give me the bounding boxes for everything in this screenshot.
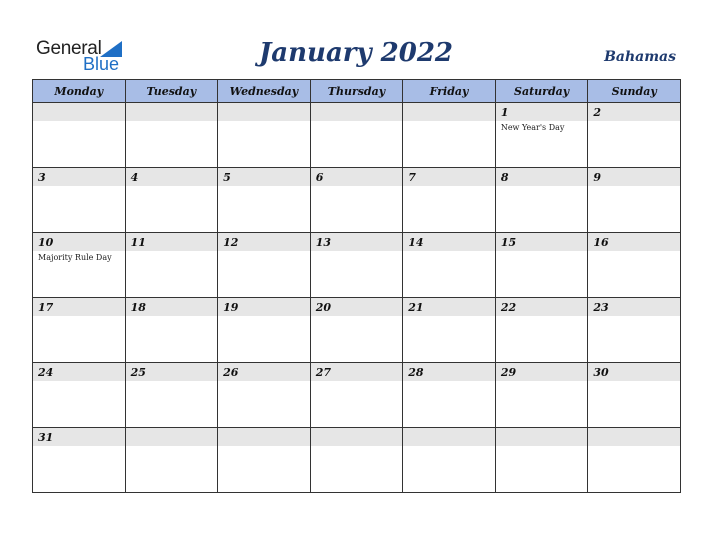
day-cell	[495, 168, 588, 233]
day-number: 28	[408, 366, 424, 379]
day-cell	[403, 103, 496, 168]
week-row	[33, 298, 681, 363]
weekday-header: Sunday	[588, 80, 681, 103]
day-number-band	[403, 233, 495, 251]
day-number: 30	[593, 366, 609, 379]
day-cell	[310, 233, 403, 298]
day-cell	[125, 168, 218, 233]
day-cell	[125, 233, 218, 298]
day-cell	[310, 363, 403, 428]
day-cell	[33, 298, 126, 363]
day-number-band	[311, 103, 403, 121]
day-cell	[125, 298, 218, 363]
week-row	[33, 428, 681, 493]
day-number-band	[311, 298, 403, 316]
day-number-band	[218, 298, 310, 316]
day-number: 25	[130, 366, 146, 379]
week-row	[33, 168, 681, 233]
day-number-band	[311, 233, 403, 251]
day-number-band	[311, 168, 403, 186]
day-number: 7	[408, 171, 416, 184]
day-number-band	[33, 428, 125, 446]
holiday-label: Majority Rule Day	[38, 253, 112, 262]
day-cell	[588, 298, 681, 363]
day-number: 10	[38, 236, 54, 249]
day-number-band	[403, 428, 495, 446]
day-number: 16	[593, 236, 609, 249]
day-number-band	[33, 363, 125, 381]
day-cell	[403, 168, 496, 233]
day-cell	[33, 233, 126, 298]
day-number: 14	[408, 236, 424, 249]
day-number: 5	[223, 171, 231, 184]
day-cell	[403, 298, 496, 363]
day-number: 23	[593, 301, 609, 314]
day-number-band	[126, 298, 218, 316]
day-cell	[310, 168, 403, 233]
day-cell	[310, 298, 403, 363]
day-number-band	[403, 363, 495, 381]
day-number-band	[33, 103, 125, 121]
day-number: 3	[38, 171, 46, 184]
day-number: 2	[593, 106, 602, 119]
day-number-band	[126, 428, 218, 446]
weekday-header: Monday	[33, 80, 126, 103]
day-number-band	[33, 298, 125, 316]
day-number-band	[126, 168, 218, 186]
day-cell	[495, 298, 588, 363]
logo-text-general: General	[36, 38, 102, 59]
day-number-band	[496, 363, 588, 381]
day-number-band	[496, 103, 588, 121]
day-number: 17	[38, 301, 54, 314]
logo-text-blue: Blue	[83, 54, 120, 74]
day-number: 9	[593, 171, 602, 184]
weekday-header: Friday	[403, 80, 496, 103]
day-cell	[495, 428, 588, 493]
day-cell	[33, 363, 126, 428]
day-cell	[403, 363, 496, 428]
day-number-band	[126, 233, 218, 251]
day-cell	[495, 103, 588, 168]
country-label: Bahamas	[604, 49, 676, 65]
day-cell	[588, 363, 681, 428]
weekday-header: Thursday	[310, 80, 403, 103]
weekday-header: Saturday	[495, 80, 588, 103]
day-number: 15	[500, 236, 517, 249]
day-number: 12	[223, 236, 239, 249]
day-number-band	[496, 298, 588, 316]
day-number: 1	[500, 106, 509, 119]
day-number-band	[496, 168, 588, 186]
day-cell	[33, 428, 126, 493]
day-cell	[218, 363, 311, 428]
weekday-header: Tuesday	[125, 80, 218, 103]
day-cell	[218, 298, 311, 363]
day-cell	[218, 168, 311, 233]
day-number-band	[403, 103, 495, 121]
day-number: 13	[315, 236, 331, 249]
day-number: 20	[315, 301, 331, 314]
day-number-band	[588, 168, 680, 186]
day-cell	[403, 233, 496, 298]
week-row	[33, 103, 681, 168]
day-number: 4	[130, 171, 139, 184]
day-cell	[588, 233, 681, 298]
day-number-band	[588, 298, 680, 316]
day-cell	[125, 363, 218, 428]
day-number-band	[403, 168, 495, 186]
day-number: 27	[315, 366, 331, 379]
day-cell	[125, 103, 218, 168]
day-cell	[588, 103, 681, 168]
weekday-header-row	[33, 80, 681, 103]
day-cell	[125, 428, 218, 493]
day-number-band	[588, 428, 680, 446]
holiday-label: New Year's Day	[500, 123, 565, 132]
day-number-band	[588, 103, 680, 121]
day-number-band	[218, 363, 310, 381]
day-number-band	[588, 233, 680, 251]
day-number: 19	[223, 301, 239, 314]
day-cell	[310, 428, 403, 493]
day-cell	[33, 103, 126, 168]
day-number-band	[33, 233, 125, 251]
day-number-band	[126, 363, 218, 381]
day-number-band	[311, 363, 403, 381]
day-number-band	[496, 233, 588, 251]
day-cell	[218, 233, 311, 298]
day-number: 24	[38, 366, 54, 379]
day-number-band	[311, 428, 403, 446]
day-cell	[403, 428, 496, 493]
day-number: 18	[130, 301, 146, 314]
day-number-band	[218, 233, 310, 251]
calendar-title: January 2022	[258, 38, 454, 68]
day-cell	[218, 103, 311, 168]
day-number: 8	[500, 171, 509, 184]
week-row	[33, 233, 681, 298]
weekday-header: Wednesday	[218, 80, 311, 103]
week-row	[33, 363, 681, 428]
day-number-band	[588, 363, 680, 381]
day-number-band	[33, 168, 125, 186]
day-cell	[33, 168, 126, 233]
day-number: 21	[408, 301, 424, 314]
day-cell	[218, 428, 311, 493]
day-number-band	[218, 103, 310, 121]
day-number: 6	[315, 171, 324, 184]
day-number: 22	[500, 301, 517, 314]
day-number-band	[218, 428, 310, 446]
day-number-band	[496, 428, 588, 446]
day-cell	[310, 103, 403, 168]
day-cell	[495, 233, 588, 298]
day-cell	[495, 363, 588, 428]
day-number: 11	[130, 236, 146, 249]
day-number-band	[403, 298, 495, 316]
day-number: 26	[223, 366, 239, 379]
day-number: 31	[38, 431, 54, 444]
calendar-grid	[32, 79, 681, 493]
day-cell	[588, 168, 681, 233]
day-number: 29	[500, 366, 517, 379]
day-number-band	[126, 103, 218, 121]
day-number-band	[218, 168, 310, 186]
day-cell	[588, 428, 681, 493]
